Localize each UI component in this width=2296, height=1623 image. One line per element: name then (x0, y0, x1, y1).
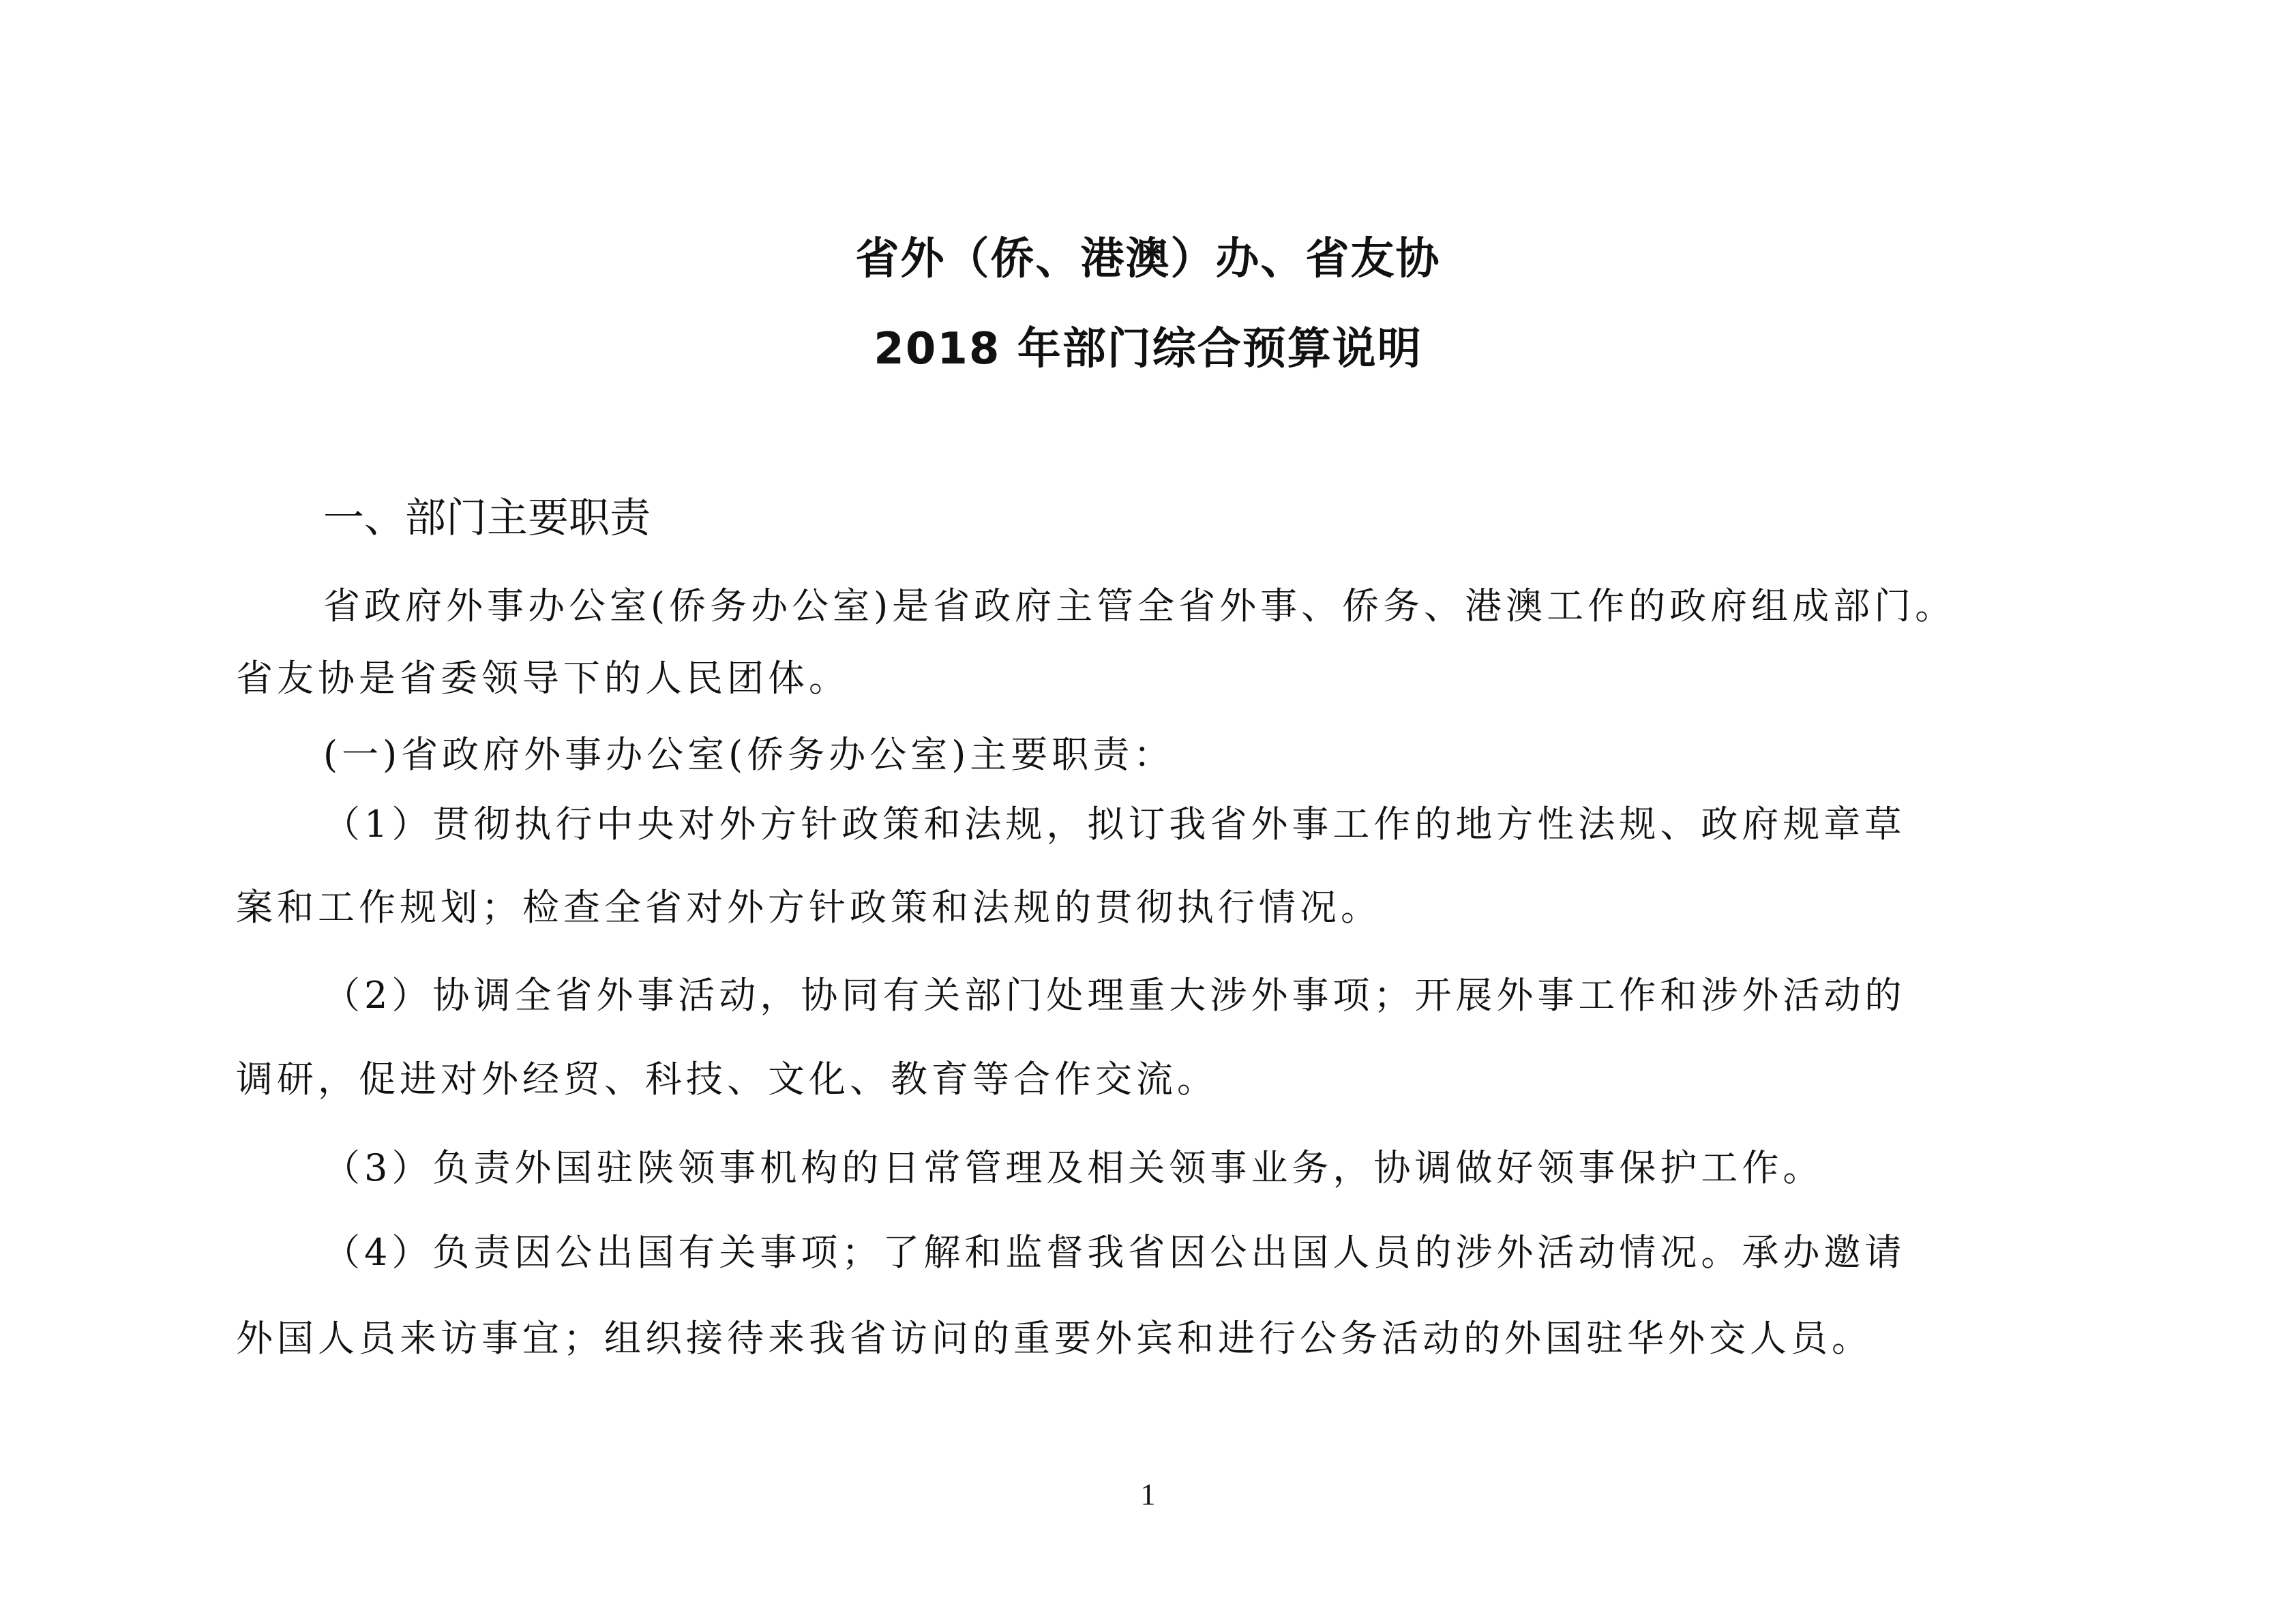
paragraph-line: （4）负责因公出国有关事项；了解和监督我省因公出国人员的涉外活动情况。承办邀请 (323, 1231, 1906, 1274)
paragraph-line: （2）协调全省外事活动，协同有关部门处理重大涉外事项；开展外事工作和涉外活动的 (323, 974, 1906, 1017)
paragraph-line: 省政府外事办公室(侨务办公室)是省政府主管全省外事、侨务、港澳工作的政府组成部门。 (323, 584, 1956, 627)
document-title-line1: 省外（侨、港澳）办、省友协 (855, 234, 1441, 284)
document-title-line2: 2018 年部门综合预算说明 (874, 324, 1422, 374)
paragraph-line: (一)省政府外事办公室(侨务办公室)主要职责： (323, 733, 1175, 776)
paragraph-line: 案和工作规划；检查全省对外方针政策和法规的贯彻执行情况。 (236, 886, 1382, 929)
paragraph-line: （1）贯彻执行中央对外方针政策和法规，拟订我省外事工作的地方性法规、政府规章草 (323, 803, 1906, 846)
paragraph-line: 外国人员来访事宜；组织接待来我省访问的重要外宾和进行公务活动的外国驻华外交人员。 (236, 1317, 1873, 1360)
paragraph-line: 调研，促进对外经贸、科技、文化、教育等合作交流。 (236, 1058, 1218, 1101)
paragraph-line: 省友协是省委领导下的人民团体。 (236, 657, 850, 700)
section-heading: 一、部门主要职责 (323, 494, 651, 542)
paragraph-line: （3）负责外国驻陕领事机构的日常管理及相关领事业务，协调做好领事保护工作。 (323, 1146, 1824, 1189)
page-number: 1 (1140, 1478, 1156, 1511)
